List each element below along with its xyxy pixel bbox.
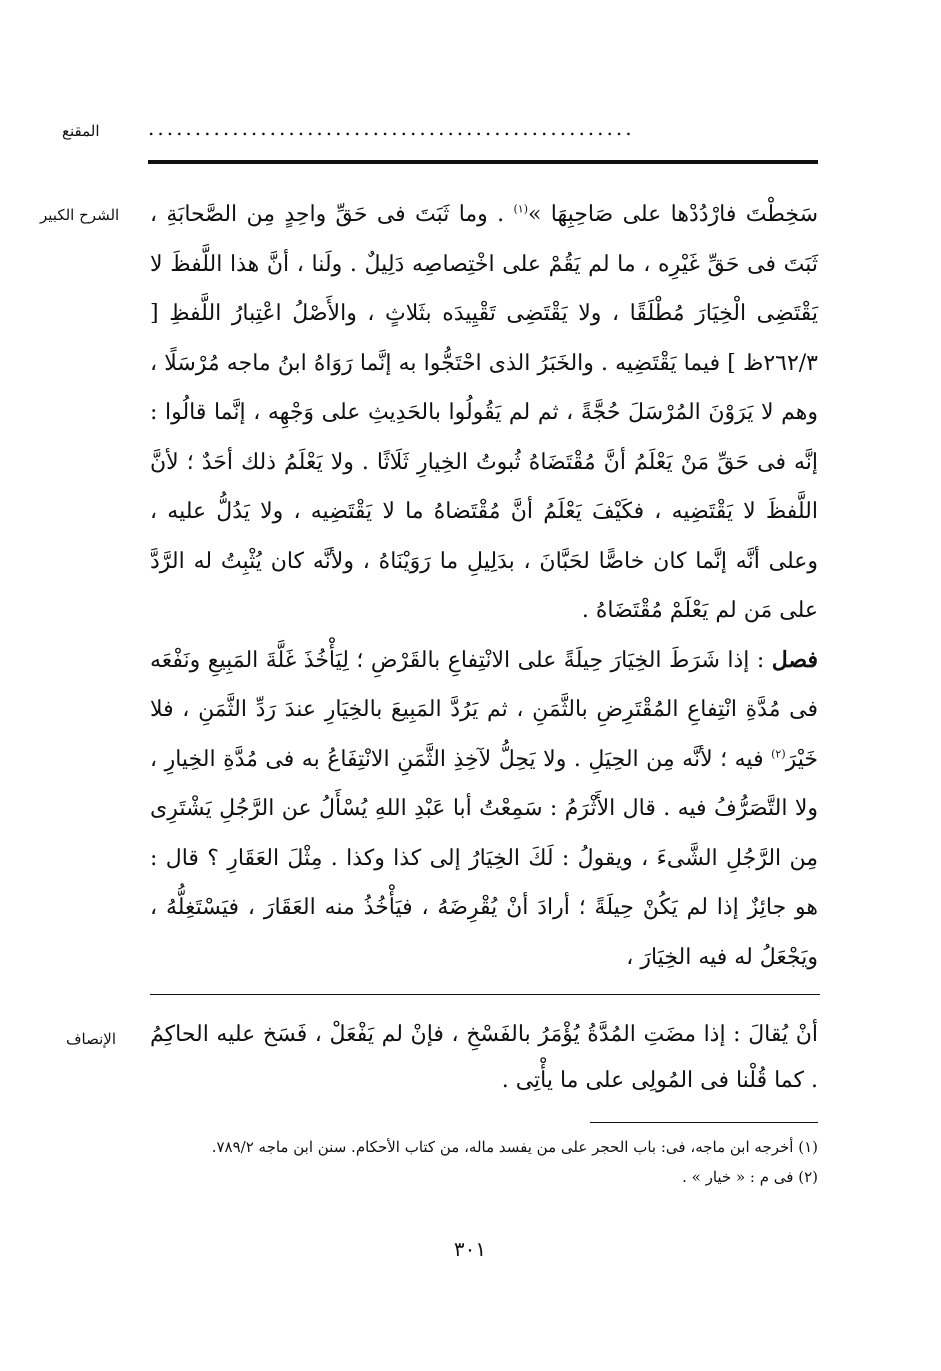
footnote-1: (١) أخرجه ابن ماجه، فى: باب الحجر على من يفسد ماله، من كتاب الأحكام. سنن ابن ماجه ٧٨٩/٢. [211, 1138, 818, 1156]
main-text-continuation: . وما ثَبَتَ فى حَقِّ واحِدٍ مِن الصَّحابَةِ ، ثَبَتَ فى حَقِّ غَيْرِه ، ما لم يَقُمْ على اخْتِصاصِه دَلِيلٌ . ولَنا ، أنَّ هذا اللَّفظَ لا يَقْتَضِى الْخِيَارَ مُطْلَقًا ، ولا يَقْتَضِى تَقْيِيدَه بثَلاثٍ ، والأَصْلُ اعْتِبارُ اللَّفظِ [ ٢٦٢/٣ظ ] فيما يَقْتَضِيه . والخَبَرُ الذى احْتَجُّوا به إنَّما رَوَاهُ ابنُ ماجه مُرْسَلًا ، وهم لا يَرَوْنَ المُرْسَلَ حُجَّةً ، ثم لم يَقُولُوا بالحَدِيثِ على وَجْهِه ، إنَّما قالُوا : إنَّه فى حَقِّ مَنْ يَعْلَمُ أنَّ مُقْتَضَاهُ ثُبوتُ الخِيارِ ثَلَاثًا . ولا يَعْلَمُ ذلك أحَدٌ ؛ لأنَّ اللَّفظَ لا يَقْتَضِيه ، فكَيْفَ يَعْلَمُ أنَّ مُقْتَضاهُ ما لا يَقْتَضِيه ، ولا يَدُلُّ عليه ، وعلى أنَّه إنَّما كان خاصًّا لحَبَّانَ ، بدَلِيلِ ما رَوَيْنَاهُ ، ولأنَّه كان يُثْبِتُ له الرَّدَّ على مَن لم يَعْلَمْ مُقْتَضَاهُ . [150, 202, 818, 623]
footnote-rule [590, 1122, 818, 1123]
main-paragraph-fasl [150, 636, 818, 983]
insaf-body [150, 1012, 818, 1104]
fasl-text-b: فيه ؛ لأنَّه مِن الحِيَلِ . ولا يَحِلُّ لآخِذِ الثَّمَنِ الانْتِفَاعُ به فى مُدَّةِ الخِيارِ ، ولا التَّصَرُّفُ فيه . قال الأَثْرَمُ : سَمِعْتُ أبا عَبْدِ اللهِ يُسْأَلُ عن الرَّجُلِ يَشْتَرِى مِن الرَّجُلِ الشَّىءَ ، ويقولُ : لَكَ الخِيَارُ إلى كذا وكذا . مِثْلَ العَقَارِ ؟ قال : هو جائِزٌ إذا لم يَكُنْ حِيلَةً ؛ أرادَ أنْ يُقْرِضَهُ ، فيَأْخُذُ منه العَقَارَ ، فيَسْتَغِلُّهُ ، ويَجْعَلُ له فيه الخِيَارَ ، [150, 746, 818, 970]
fasl-text-a: : إذا شَرَطَ الخِيَارَ حِيلَةً على الانْتِفاعِ بالقَرْضِ ؛ لِيَأْخُذَ غَلَّةَ المَبِيعِ ونَفْعَه فى مُدَّةِ انْتِفاعِ المُقْتَرِضِ بالثَّمَنِ ، ثم يَرُدَّ المَبِيعَ بالخِيَارِ عندَ رَدِّ الثَّمَنِ ، فلا خَيْرَ [150, 647, 818, 772]
running-header-title: المقنع [62, 122, 100, 140]
page-number: ٣٠١ [453, 1237, 487, 1261]
main-paragraph-1 [150, 190, 818, 636]
insaf-paragraph: أنْ يُقالَ : إذا مضَتِ المُدَّةُ يُؤْمَرُ بالفَسْخِ ، فإنْ لم يَفْعَلْ ، فَسَخ عليه الحاكِمُ . كما قُلْنا فى المُولِى على ما يأْتِى . [150, 1022, 818, 1093]
header-leader-dots: .................................................... [148, 116, 635, 140]
insaf-separator-rule [150, 994, 820, 995]
side-label-sharh: الشرح الكبير [40, 206, 120, 224]
footnote-2: (٢) فى م : « خيار » . [682, 1168, 818, 1186]
header-rule [148, 160, 818, 164]
main-text-quote: سَخِطْتَ فارْدُدْها على صَاحِبِهَا » [527, 202, 818, 227]
side-label-insaf: الإنصاف [66, 1030, 117, 1048]
footnotes [150, 1132, 818, 1192]
footnote-ref-2: (٢) [771, 747, 786, 761]
footnote-ref-1: (١) [513, 202, 528, 216]
main-body [150, 190, 818, 982]
fasl-heading: فصل [771, 646, 818, 673]
